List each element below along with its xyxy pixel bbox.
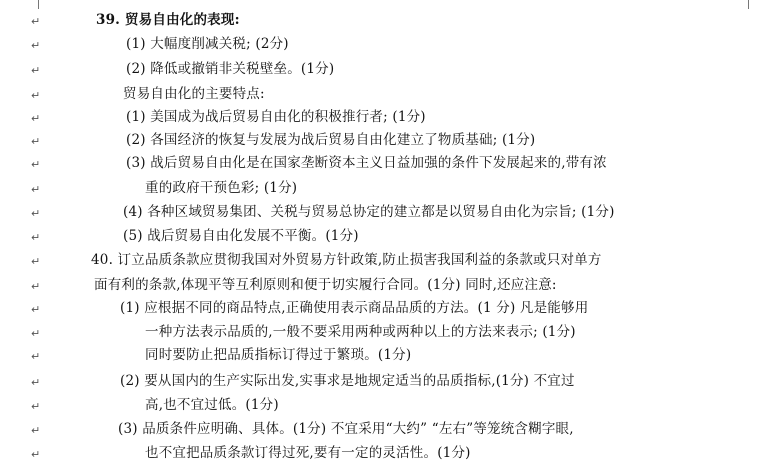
paragraph-mark: ↵ — [31, 39, 41, 52]
margin-corner-mark-top-left — [30, 0, 39, 9]
paragraph-mark: ↵ — [31, 424, 41, 437]
paragraph-mark: ↵ — [31, 327, 41, 340]
text-line: (1) 应根据不同的商品特点,正确使用表示商品品质的方法。(1 分) 凡是能够用 — [120, 300, 589, 316]
paragraph-mark: ↵ — [31, 183, 41, 196]
text-line: (3) 品质条件应明确、具体。(1分) 不宜采用“大约” “左右”等笼统含糊字眼, — [118, 421, 574, 437]
paragraph-mark: ↵ — [31, 231, 41, 244]
paragraph-mark: ↵ — [31, 89, 41, 102]
question-40-line: 40. 订立品质条款应贯彻我国对外贸易方针政策,防止损害我国利益的条款或只对单方 — [91, 252, 602, 268]
text-line: 重的政府干预色彩; (1分) — [145, 180, 298, 196]
paragraph-mark: ↵ — [31, 376, 41, 389]
text-line: 也不宜把品质条款订得过死,要有一定的灵活性。(1分) — [145, 445, 471, 461]
paragraph-mark: ↵ — [31, 303, 41, 316]
text-line: (1) 大幅度削减关税; (2分) — [126, 36, 289, 52]
text-line: (3) 战后贸易自由化是在国家垄断资本主义日益加强的条件下发展起来的,带有浓 — [126, 155, 607, 171]
paragraph-mark: ↵ — [31, 112, 41, 125]
text-line: (2) 各国经济的恢复与发展为战后贸易自由化建立了物质基础; (1分) — [126, 132, 536, 148]
paragraph-mark: ↵ — [31, 350, 41, 363]
paragraph-mark: ↵ — [31, 207, 41, 220]
text-line: (4) 各种区域贸易集团、关税与贸易总协定的建立都是以贸易自由化为宗旨; (1分) — [123, 204, 615, 220]
subheading-line: 贸易自由化的主要特点: — [123, 86, 265, 102]
text-line: 同时要防止把品质指标订得过于繁琐。(1分) — [145, 347, 412, 363]
text-line: (5) 战后贸易自由化发展不平衡。(1分) — [123, 228, 359, 244]
text-line: (2) 降低或撤销非关税壁垒。(1分) — [126, 61, 335, 77]
paragraph-mark: ↵ — [31, 255, 41, 268]
paragraph-mark: ↵ — [31, 448, 41, 461]
margin-corner-mark-top-right — [748, 0, 757, 9]
text-line: (2) 要从国内的生产实际出发,实事求是地规定适当的品质指标,(1分) 不宜过 — [120, 373, 575, 389]
paragraph-mark: ↵ — [31, 135, 41, 148]
question-39-heading: 39. 贸易自由化的表现: — [96, 12, 240, 28]
paragraph-mark: ↵ — [31, 158, 41, 171]
paragraph-mark: ↵ — [31, 64, 41, 77]
text-line: 一种方法表示品质的,一般不要采用两种或两种以上的方法来表示; (1分) — [145, 324, 576, 340]
text-line: (1) 美国成为战后贸易自由化的积极推行者; (1分) — [126, 109, 426, 125]
paragraph-mark: ↵ — [31, 280, 41, 293]
text-line: 面有利的条款,体现平等互利原则和便于切实履行合同。(1分) 同时,还应注意: — [94, 277, 557, 293]
paragraph-mark: ↵ — [31, 400, 41, 413]
paragraph-mark: ↵ — [31, 15, 41, 28]
text-line: 高,也不宜过低。(1分) — [145, 397, 279, 413]
